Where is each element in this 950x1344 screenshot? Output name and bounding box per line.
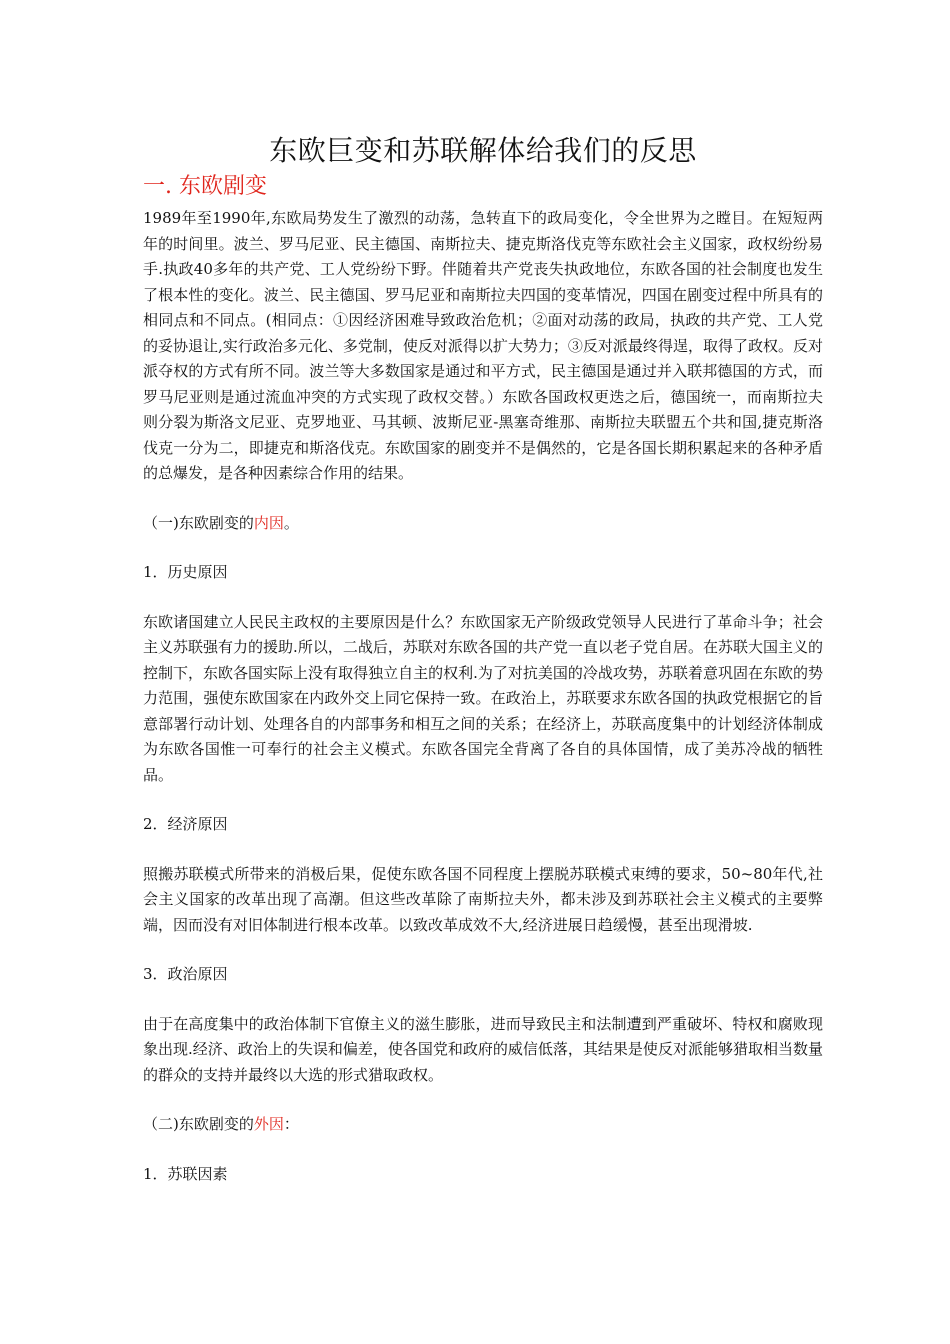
intro-paragraph: 1989年至1990年,东欧局势发生了激烈的动荡，急转直下的政局变化，令全世界为之瞠目。在短短两年的时间里。波兰、罗马尼亚、民主德国、南斯拉夫、捷克斯洛伐克等东欧社会主义国家，政权纷纷易手.执政40多年的共产党、工人党纷纷下野。伴随着共产党丧失执政地位，东欧各国的社会制度也发生了根本性的变化。波兰、民主德国、罗马尼亚和南斯拉夫四国的变革情况，四国在剧变过程中所具有的相同点和不同点。(相同点：①因经济困难导致政治危机；②面对动荡的政局，执政的共产党、工人党的妥协退让,实行政治多元化、多党制，使反对派得以扩大势力；③反对派最终得逞，取得了政权。反对派夺权的方式有所不同。波兰等大多数国家是通过和平方式，民主德国是通过并入联邦德国的方式，而罗马尼亚则是通过流血冲突的方式实现了政权交替。）东欧各国政权更迭之后，德国统一，而南斯拉夫则分裂为斯洛文尼亚、克罗地亚、马其顿、波斯尼亚-黑塞奇维那、南斯拉夫联盟五个共和国,捷克斯洛伐克一分为二，即捷克和斯洛伐克。东欧国家的剧变并不是偶然的，它是各国长期积累起来的各种矛盾的总爆发，是各种因素综合作用的结果。 [143,209,823,482]
economic-reason-heading: 2．经济原因 [143,815,228,833]
external-causes-prefix: （二)东欧剧变的 [143,1115,254,1133]
political-reason-heading: 3．政治原因 [143,965,228,983]
spacer [143,838,823,862]
spacer [143,1088,823,1112]
external-causes-heading [143,1112,823,1138]
spacer [143,1138,823,1162]
spacer [143,586,823,610]
spacer [143,487,823,511]
internal-causes-heading [143,511,823,537]
historical-reason-heading: 1．历史原因 [143,563,228,581]
spacer [143,536,823,560]
document-title: 东欧巨变和苏联解体给我们的反思 [269,134,697,167]
historical-reason-paragraph: 东欧诸国建立人民民主政权的主要原因是什么？东欧国家无产阶级政党领导人民进行了革命斗争；社会主义苏联强有力的援助.所以，二战后，苏联对东欧各国的共产党一直以老子党自居。在苏联大国主义的控制下，东欧各国实际上没有取得独立自主的权利.为了对抗美国的冷战攻势，苏联着意巩固在东欧的势力范围，强使东欧国家在内政外交上同它保持一致。在政治上，苏联要求东欧各国的执政党根据它的旨意部署行动计划、处理各自的内部事务和相互之间的关系；在经济上，苏联高度集中的计划经济体制成为东欧各国惟一可奉行的社会主义模式。东欧各国完全背离了各自的具体国情，成了美苏冷战的牺牲品。 [143,612,823,784]
section-heading-eastern-europe: 一. 东欧剧变 [143,174,267,199]
internal-causes-suffix: 。 [283,513,299,532]
internal-causes-prefix: （一)东欧剧变的 [143,513,254,532]
economic-reason-paragraph: 照搬苏联模式所带来的消极后果，促使东欧各国不同程度上摆脱苏联模式束缚的要求，50~80年代,社会主义国家的改革出现了高潮。但这些改革除了南斯拉夫外，都未涉及到苏联社会主义模式的主要弊端，因而没有对旧体制进行根本改革。以致改革成效不大,经济进展日趋缓慢，甚至出现滑坡. [143,864,823,934]
spacer [143,988,823,1012]
external-causes-highlight: 外因 [253,1115,284,1133]
external-causes-suffix: ： [283,1115,299,1133]
spacer [143,938,823,962]
political-reason-paragraph: 由于在高度集中的政治体制下官僚主义的滋生膨胀，进而导致民主和法制遭到严重破坏、特权和腐败现象出现.经济、政治上的失误和偏差，使各国党和政府的威信低落，其结果是使反对派能够猎取相当数量的群众的支持并最终以大选的形式猎取政权。 [143,1014,823,1084]
spacer [143,788,823,812]
document-body [143,132,823,1187]
soviet-factor-heading: 1．苏联因素 [143,1164,228,1183]
internal-causes-highlight: 内因 [253,513,284,532]
